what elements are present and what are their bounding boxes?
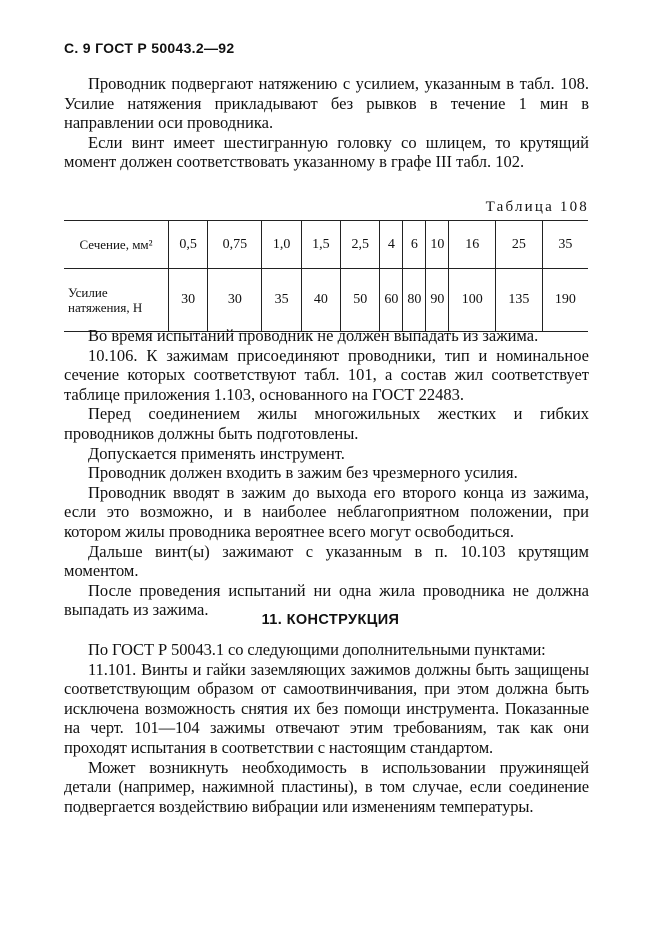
force-cell: 35 xyxy=(262,269,301,332)
paragraph-not-fall-out: Во время испытаний проводник не должен выпадать из зажима. xyxy=(88,326,539,345)
paragraph-insert-conductor: Проводник вводят в зажим до выхода его второго конца из зажима, если это возможно, и в наиболее неблагоприятном положении, при котором жилы проводника вероятнее всего могут освободиться. xyxy=(64,482,589,541)
section-cell: 0,75 xyxy=(208,221,262,269)
section-cell: 2,5 xyxy=(341,221,380,269)
paragraph-11-101: 11.101. Винты и гайки заземляющих зажимов должны быть защищены соответствующим образом от самоотвинчивания, при этом должна быть исключена возможность снятия их без помощи инструмента. Показанные на черт. 101—104 зажимы отвечают этим требованиям, так как они проходят испытания в соответствии с настоящим стандартом. xyxy=(64,659,589,757)
paragraph-10-106: 10.106. К зажимам присоединяют проводники, тип и номинальное сечение которых соответствуют табл. 101, а состав жил соответствует таблице приложения 1.103, основанного на ГОСТ 22483. xyxy=(64,345,589,404)
force-cell: 30 xyxy=(208,269,262,332)
table-108 xyxy=(64,220,588,332)
section-heading: 11. КОНСТРУКЦИЯ xyxy=(261,612,400,628)
paragraph-hex-screw: Если винт имеет шестигранную головку со шлицем, то крутящий момент должен соответствовать указанному в графе III табл. 102. xyxy=(64,132,589,172)
paragraph-tension: Проводник подвергают натяжению с усилием, указанным в табл. 108. Усилие натяжения прикладывают без рывков в течение 1 мин в направлении оси проводника. xyxy=(64,74,589,133)
force-cell: 30 xyxy=(169,269,208,332)
paragraph-prepare-conductors: Перед соединением жилы многожильных жестких и гибких проводников должны быть подготовлены. xyxy=(64,404,589,443)
section-cell: 4 xyxy=(380,221,403,269)
paragraph-tool-allowed: Допускается применять инструмент. xyxy=(88,443,345,463)
force-cell: 60 xyxy=(380,269,403,332)
force-cell: 80 xyxy=(403,269,426,332)
section-cell: 0,5 xyxy=(169,221,208,269)
force-cell: 100 xyxy=(449,269,496,332)
section-cell: 10 xyxy=(426,221,449,269)
table-row-force xyxy=(64,269,588,332)
paragraph-no-excess-force: Проводник должен входить в зажим без чрезмерного усилия. xyxy=(88,463,518,483)
force-cell: 135 xyxy=(496,269,543,332)
table-row-section xyxy=(64,221,588,269)
construction-text xyxy=(64,640,589,816)
intro-text xyxy=(64,74,589,172)
force-cell: 190 xyxy=(542,269,588,332)
section-cell: 1,5 xyxy=(301,221,340,269)
section-cell: 6 xyxy=(403,221,426,269)
test-procedure-text xyxy=(64,326,589,620)
paragraph-gost-reference: По ГОСТ Р 50043.1 со следующими дополнительными пунктами: xyxy=(88,640,546,659)
paragraph-tighten-screws: Дальше винт(ы) зажимают с указанным в п. 10.103 крутящим моментом. xyxy=(64,541,589,581)
section-cell: 1,0 xyxy=(262,221,301,269)
force-cell: 40 xyxy=(301,269,340,332)
row-label-force: Усилие натяжения, Н xyxy=(64,269,169,332)
section-cell: 25 xyxy=(496,221,543,269)
force-cell: 90 xyxy=(426,269,449,332)
page-header: С. 9 ГОСТ Р 50043.2—92 xyxy=(64,40,235,56)
section-cell: 35 xyxy=(542,221,588,269)
paragraph-after-test: После проведения испытаний ни одна жила проводника не должна выпадать из зажима. xyxy=(64,580,589,620)
table-caption: Таблица 108 xyxy=(485,199,589,215)
force-cell: 50 xyxy=(341,269,380,332)
section-cell: 16 xyxy=(449,221,496,269)
paragraph-spring-part: Может возникнуть необходимость в использовании пружинящей детали (например, нажимной пластины), в том случае, если соединение подвергается воздействию вибрации или изменениям температуры. xyxy=(64,757,589,816)
row-label-section: Сечение, мм² xyxy=(64,221,169,269)
